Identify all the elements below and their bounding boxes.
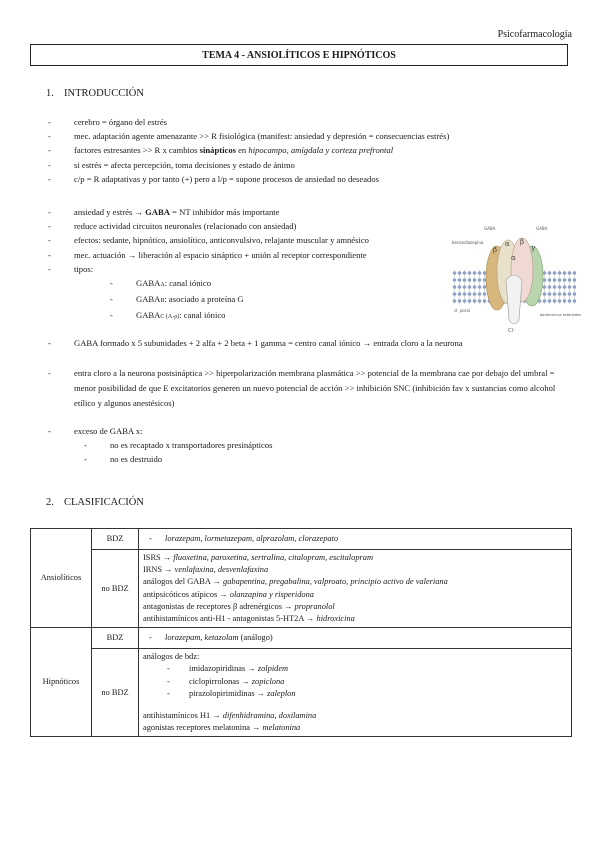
list-item: ISRS → fluoxetina, paroxetina, sertralina, citalopram, escitalopram xyxy=(143,553,374,562)
subunit-label: β xyxy=(520,238,525,246)
list-item: - mec. actuación → liberación al espacio sináptico + unión al receptor correspondiente xyxy=(46,248,369,262)
table-row xyxy=(31,529,572,550)
list-item: - exceso de GABA x: - no es recaptado x transportadores presinápticos - no es destruido xyxy=(46,424,273,467)
subunit-label: γ xyxy=(531,244,536,252)
ansioliticos-bdz-label: BDZ xyxy=(92,529,139,550)
list-item: - si estrés = afecta percepción, toma decisiones y estado de ánimo xyxy=(46,158,449,172)
analogos-sublist xyxy=(143,663,567,700)
exceso-list xyxy=(46,424,273,467)
ansioliticos-bdz-drugs: - lorazepam, lormetazepam, alprazolam, clorazepato xyxy=(139,529,572,550)
gaba-receptor-illustration xyxy=(452,222,582,334)
figure-label: cl. poral xyxy=(454,308,471,313)
list-item: - GABAB: asociado a proteína G xyxy=(108,292,369,308)
list-item: - GABAA: canal iónico xyxy=(108,276,369,292)
figure-label: barbitúricos esteroides xyxy=(540,313,582,317)
subunit-label: β xyxy=(493,246,498,254)
list-item: - ansiedad y estrés → GABA = NT inhibidor más importante xyxy=(46,205,369,219)
figure-label: benzodiazepina xyxy=(452,240,484,245)
list-item: - no es recaptado x transportadores presinápticos xyxy=(82,438,273,452)
list-item: - reduce actividad circuitos neuronales (relacionado con ansiedad) xyxy=(46,219,369,233)
hipnoticos-nobdz-label: no BDZ xyxy=(92,649,139,737)
list-item: IRNS → venlafaxina, desvenlafaxina xyxy=(143,565,269,575)
list-item: antihistamínicos H1 → difenhidramina, doxilamina xyxy=(143,711,317,721)
list-item: - ciclopirrolonas → zopiclona xyxy=(143,676,567,688)
list-item: - no es destruido xyxy=(82,452,273,466)
hipnoticos-bdz-drugs: - lorazepam, ketazolam (análogo) xyxy=(139,628,572,649)
list-item: - mec. adaptación agente amenazante >> R fisiológica (manifest: ansiedad y depresión = consecuencias estrés) xyxy=(46,129,449,143)
section-1-heading xyxy=(46,88,144,99)
list-item: - imidazopiridinas → zolpidem xyxy=(143,663,567,675)
subunit-label: α xyxy=(505,240,510,248)
list-item: - tipos: - GABAA: canal iónico - GABAB: asociado a proteína G - GABAC (A-ρ): canal iónico xyxy=(46,262,369,325)
table-row xyxy=(31,649,572,737)
figure-label: GABA xyxy=(484,226,496,231)
list-item: - efectos: sedante, hipnótico, ansiolítico, anticonvulsivo, relajante muscular y amnésico xyxy=(46,233,369,247)
section-1-number: 1. xyxy=(46,88,54,99)
subject-header: Psicofarmacología xyxy=(497,29,572,40)
intro-list-2 xyxy=(46,205,369,325)
group-ansioliticos: Ansiolíticos xyxy=(31,529,92,628)
page-title: TEMA 4 - ANSIOLÍTICOS E HIPNÓTICOS xyxy=(30,44,568,66)
hipnoticos-nobdz-list xyxy=(139,649,572,737)
ansioliticos-nobdz-label: no BDZ xyxy=(92,550,139,628)
list-item: antihistamínicos anti-H1 - antagonistas 5-HT2A → hidroxicina xyxy=(143,614,355,624)
list-item: antagonistas de receptores β adrenérgicos → propranolol xyxy=(143,601,335,611)
exceso-sublist xyxy=(74,438,273,466)
ansioliticos-nobdz-list xyxy=(139,550,572,628)
list-item: análogos del GABA → gabapentina, pregabalina, valproato, principio activo de valeriana xyxy=(143,577,448,587)
subunit-front xyxy=(506,275,522,324)
section-1-title: INTRODUCCIÓN xyxy=(64,88,144,99)
group-hipnoticos: Hipnóticos xyxy=(31,628,92,737)
table-row xyxy=(31,628,572,649)
intro-list-1 xyxy=(46,115,449,186)
section-2-number: 2. xyxy=(46,497,54,508)
list-item: agonistas receptores melatonina → melatonina xyxy=(143,723,301,733)
subunit-label: α xyxy=(511,254,516,262)
list-item: - cerebro = órgano del estrés xyxy=(46,115,449,129)
gaba-receptor-svg xyxy=(452,222,582,334)
figure-label: GABA xyxy=(536,226,548,231)
gaba-types-list xyxy=(74,276,369,325)
list-item: antipsicóticos atípicos → olanzapina y risperidona xyxy=(143,589,314,599)
entra-cloro-paragraph: - entra cloro a la neurona postsináptica >> hiperpolarización membrana plasmática >> potencial de la membrana cae por debajo del umbral = menor posibilidad de que E excitatorios generen un nuevo potencial de acción >> inhibición SNC (inhibición fav x sustancias como alcohol etílico y algunos anestésicos) xyxy=(48,368,556,408)
list-item: - GABAC (A-ρ): canal iónico xyxy=(108,308,369,324)
list-item: - pirazolopirimidinas → zaleplon xyxy=(143,688,567,700)
list-item: análogos de bdz: xyxy=(143,652,200,662)
table-row xyxy=(31,550,572,628)
classification-table xyxy=(30,528,572,737)
figure-label: Cl⁻ xyxy=(508,328,516,334)
gaba-formado-paragraph: - GABA formado x 5 subunidades + 2 alfa + 2 beta + 1 gamma = centro canal iónico → entrada cloro a la neurona xyxy=(48,338,463,348)
hipnoticos-bdz-label: BDZ xyxy=(92,628,139,649)
section-2-title: CLASIFICACIÓN xyxy=(64,497,144,508)
section-2-heading xyxy=(46,497,144,508)
list-item: - factores estresantes >> R x cambios sinápticos en hipocampo, amígdala y corteza prefrontal xyxy=(46,143,449,157)
list-item: - c/p = R adaptativas y por tanto (+) pero a l/p = supone procesos de ansiedad no deseados xyxy=(46,172,449,186)
